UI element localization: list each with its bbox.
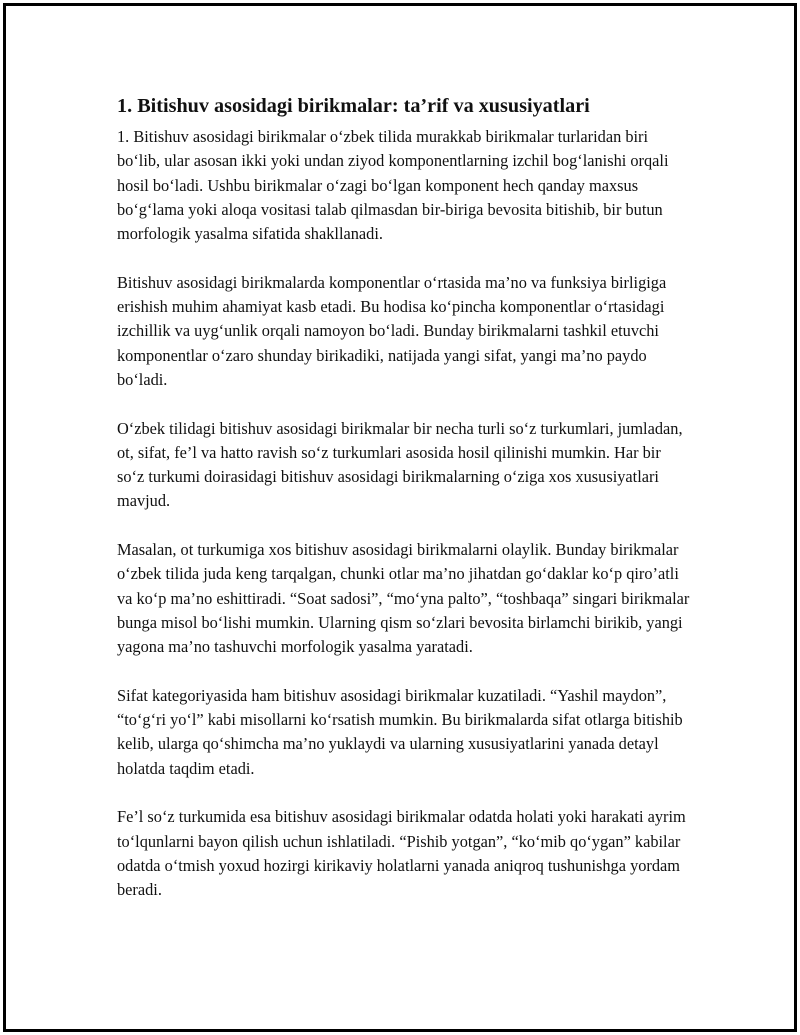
paragraph-5: Sifat kategoriyasida ham bitishuv asosidagi birikmalar kuzatiladi. “Yashil maydon”, “to‘g‘ri yo‘l” kabi misollarni ko‘rsatish mumkin. Bu birikmalarda sifat otlarga bitishib kelib, ularga qo‘shimcha ma’no yuklaydi va ularning xususiyatlarini yanada detayl holatda taqdim etadi. [117, 685, 683, 778]
paragraph-4: Masalan, ot turkumiga xos bitishuv asosidagi birikmalarni olaylik. Bunday birikmalar o‘zbek tilida juda keng tarqalgan, chunki otlar ma’no jihatdan go‘daklar ko‘p qiro’atli va ko‘p ma’no eshittiradi. “Soat sadosi”, “mo‘yna palto”, “toshbaqa” singari birikmalar bunga misol bo‘lishi mumkin. Ularning qism so‘zlari bevosita birlamchi birikib, yangi yagona ma’no tashuvchi morfologik yasalma yaratadi. [117, 540, 690, 657]
section-heading: 1. Bitishuv asosidagi birikmalar: ta’rif va xususiyatlari [117, 95, 590, 117]
paragraph-2: Bitishuv asosidagi birikmalarda komponentlar o‘rtasida ma’no va funksiya birligiga erishish muhim ahamiyat kasb etadi. Bu hodisa ko‘pincha komponentlar o‘rtasidagi izchillik va uyg‘unlik orqali namoyon bo‘ladi. Bunday birikmalarni tashkil etuvchi komponentlar o‘zaro shunday birikadiki, natijada yangi sifat, yangi ma’no paydo bo‘ladi. [117, 272, 667, 389]
paragraph-6: Fe’l so‘z turkumida esa bitishuv asosidagi birikmalar odatda holati yoki harakati ayrim to‘lqunlarni bayon qilish uchun ishlatiladi. “Pishib yotgan”, “ko‘mib qo‘ygan” kabilar odatda o‘tmish yoxud hozirgi kirikaviy holatlarni yanada aniqroq tushunishga yordam beradi. [117, 807, 686, 900]
paragraph-1: 1. Bitishuv asosidagi birikmalar o‘zbek tilida murakkab birikmalar turlaridan biri bo‘lib, ular asosan ikki yoki undan ziyod komponentlarning izchil bog‘lanishi orqali hosil bo‘ladi. Ushbu birikmalar o‘zagi bo‘lgan komponent hech qanday maxsus bo‘g‘lama yoki aloqa vositasi talab qilmasdan bir-biriga bevosita bitishib, bir butun morfologik yasalma sifatida shakllanadi. [117, 127, 669, 244]
document-body [117, 92, 691, 903]
paragraph-3: O‘zbek tilidagi bitishuv asosidagi birikmalar bir necha turli so‘z turkumlari, jumladan, ot, sifat, fe’l va hatto ravish so‘z turkumlari asosida hosil qilinishi mumkin. Har bir so‘z turkumi doirasidagi bitishuv asosidagi birikmalarning o‘ziga xos xususiyatlari mavjud. [117, 418, 683, 511]
